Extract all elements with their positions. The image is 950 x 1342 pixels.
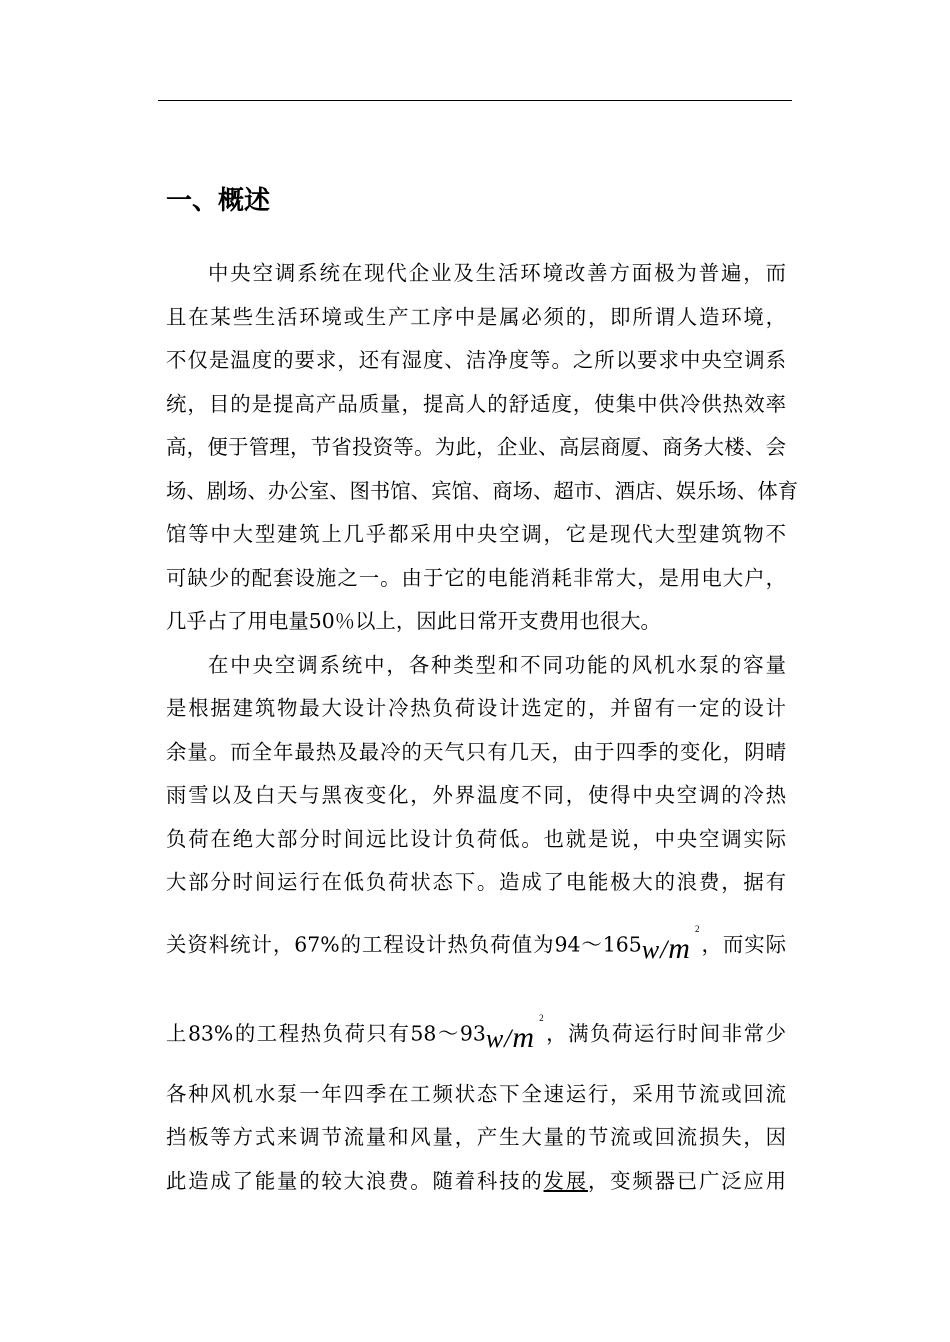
paragraph-line: 各种风机水泵一年四季在工频状态下全速运行，采用节流或回流 (166, 1082, 786, 1106)
paragraph-line: 不仅是温度的要求，还有湿度、洁净度等。之所以要求中央空调系 (166, 348, 786, 372)
unit-w-per-m2: $w/m^2$ (641, 924, 701, 965)
paragraph-line: 是根据建筑物最大设计冷热负荷设计选定的，并留有一定的设计 (166, 696, 786, 720)
paragraph-line: 可缺少的配套设施之一。由于它的电能消耗非常大，是用电大户， (166, 566, 786, 590)
paragraph-line: 高，便于管理，节省投资等。为此，企业、高层商厦、商务大楼、会 (166, 435, 786, 459)
paragraph-line: 在中央空调系统中，各种类型和不同功能的风机水泵的容量 (208, 653, 786, 677)
paragraph-line: 雨雪以及白天与黑夜变化，外界温度不同，使得中央空调的冷热 (166, 783, 786, 807)
paragraph-line: 且在某些生活环境或生产工序中是属必须的，即所谓人造环境， (166, 305, 786, 329)
paragraph-line: 余量。而全年最热及最冷的天气只有几天，由于四季的变化，阴晴 (166, 740, 786, 764)
paragraph-line: 几乎占了用电量50％以上，因此日常开支费用也很大。 (166, 609, 661, 633)
formula-text-after: ，而实际 (700, 932, 787, 957)
paragraph-line: 中央空调系统在现代企业及生活环境改善方面极为普遍，而 (208, 261, 786, 285)
paragraph-line: 场、剧场、办公室、图书馆、宾馆、商场、超市、酒店、娱乐场、体育 (166, 479, 799, 503)
formula-line (166, 924, 787, 965)
formula-line (166, 1013, 786, 1054)
paragraph-line: 负荷在绝大部分时间远比设计负荷低。也就是说，中央空调实际 (166, 827, 786, 851)
development-link[interactable]: 发展 (543, 1169, 588, 1193)
section-heading: 一、概述 (166, 186, 271, 216)
header-rule (158, 100, 792, 101)
paragraph-line: 此造成了能量的较大浪费。随着科技的发展，变频器已广泛应用 (166, 1169, 787, 1193)
formula-text-after: ，满负荷运行时间非常少 (544, 1021, 786, 1046)
paragraph-line: 大部分时间运行在低负荷状态下。造成了电能极大的浪费，据有 (166, 870, 786, 894)
paragraph-line: 馆等中大型建筑上几乎都采用中央空调，它是现代大型建筑物不 (166, 522, 786, 546)
paragraph-line: 统，目的是提高产品质量，提高人的舒适度，使集中供冷供热效率 (166, 392, 786, 416)
formula-text-before: 上83%的工程热负荷只有58～93 (166, 1021, 486, 1046)
unit-w-per-m2: $w/m^2$ (485, 1013, 545, 1054)
paragraph-line: 挡板等方式来调节流量和风量，产生大量的节流或回流损失，因 (166, 1125, 786, 1149)
formula-text-before: 关资料统计，67%的工程设计热负荷值为94～165 (166, 932, 642, 957)
